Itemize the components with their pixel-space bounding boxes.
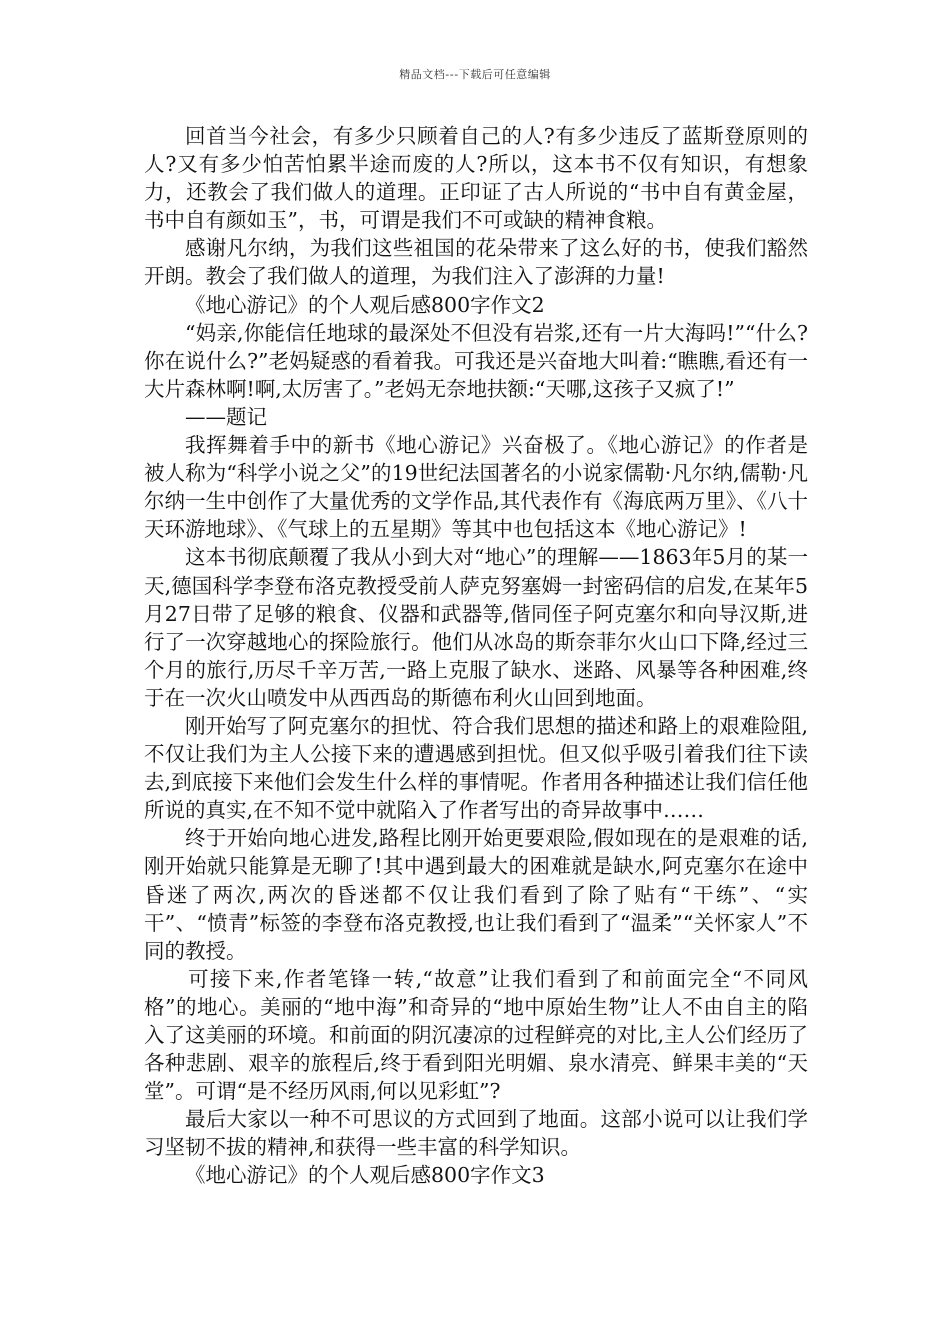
paragraph-reflection: 回首当今社会，有多少只顾着自己的人?有多少违反了蓝斯登原则的人?又有多少怕苦怕累半途而废的人?所以，这本书不仅有知识，有想象力，还教会了我们做人的道理。正印证了古人所说的“书中自有黄金屋，书中自有颜如玉”，书，可谓是我们不可或缺的精神食粮。 [144,124,808,233]
page-header: 精品文档---下载后可任意编辑 [399,68,551,81]
paragraph-ending: 最后大家以一种不可思议的方式回到了地面。这部小说可以让我们学习坚韧不拔的精神,和获得一些丰富的科学知识。 [144,1107,808,1160]
paragraph-beginning: 刚开始写了阿克塞尔的担忧、符合我们思想的描述和路上的艰难险阻,不仅让我们为主人公接下来的遭遇感到担忧。但又似乎吸引着我们往下读去,到底接下来他们会发生什么样的事情呢。作者用各种描述让我们信任他所说的真实,在不知不觉中就陷入了作者写出的奇异故事中…… [144,713,808,823]
document-body [144,122,808,1190]
paragraph-dialogue: “妈亲,你能信任地球的最深处不但没有岩浆,还有一片大海吗!”“什么?你在说什么?”老妈疑惑的看着我。可我还是兴奋地大叫着:“瞧瞧,看还有一大片森林啊!啊,太厉害了。”老妈无奈地扶额:“天哪,这孩子又疯了!” [144,320,808,401]
paragraph-journey: 终于开始向地心进发,路程比刚开始更要艰险,假如现在的是艰难的话,刚开始就只能算是无聊了!其中遇到最大的困难就是缺水,阿克塞尔在途中昏迷了两次,两次的昏迷都不仅让我们看到了除了贴有“干练”、“实干”、“愤青”标签的李登布洛克教授,也让我们看到了“温柔”“关怀家人”不同的教授。 [144,826,808,963]
paragraph-turn: 可接下来,作者笔锋一转,“故意”让我们看到了和前面完全“不同风格”的地心。美丽的“地中海”和奇异的“地中原始生物”让人不由自主的陷入了这美丽的环境。和前面的阴沉凄凉的过程鲜亮的对比,主人公们经历了各种悲剧、艰辛的旅程后,终于看到阳光明媚、泉水清亮、鲜果丰美的“天堂”。可谓“是不经历风雨,何以见彩虹”? [144,966,808,1104]
essay-title-3: 《地心游记》的个人观后感800字作文3 [185,1163,545,1188]
epigraph-note: ——题记 [185,404,267,429]
paragraph-plot: 这本书彻底颠覆了我从小到大对“地心”的理解——1863年5月的某一天,德国科学李登布洛克教授受前人萨克努塞姆一封密码信的启发,在某年5月27日带了足够的粮食、仪器和武器等,偕同侄子阿克塞尔和向导汉斯,进行了一次穿越地心的探险旅行。他们从冰岛的斯奈菲尔火山口下降,经过三个月的旅行,历尽千辛万苦,一路上克服了缺水、迷路、风暴等各种困难,终于在一次火山喷发中从西西岛的斯德布利火山回到地面。 [144,545,808,710]
essay-title-2: 《地心游记》的个人观后感800字作文2 [185,292,545,317]
paragraph-intro: 我挥舞着手中的新书《地心游记》兴奋极了。《地心游记》的作者是被人称为“科学小说之父”的19世纪法国著名的小说家儒勒·凡尔纳,儒勒·凡尔纳一生中创作了大量优秀的文学作品,其代表作有《海底两万里》、《八十天环游地球》、《气球上的五星期》等其中也包括这本《地心游记》! [144,433,808,542]
paragraph-thanks: 感谢凡尔纳，为我们这些祖国的花朵带来了这么好的书，使我们豁然开朗。教会了我们做人的道理，为我们注入了澎湃的力量! [144,236,808,289]
